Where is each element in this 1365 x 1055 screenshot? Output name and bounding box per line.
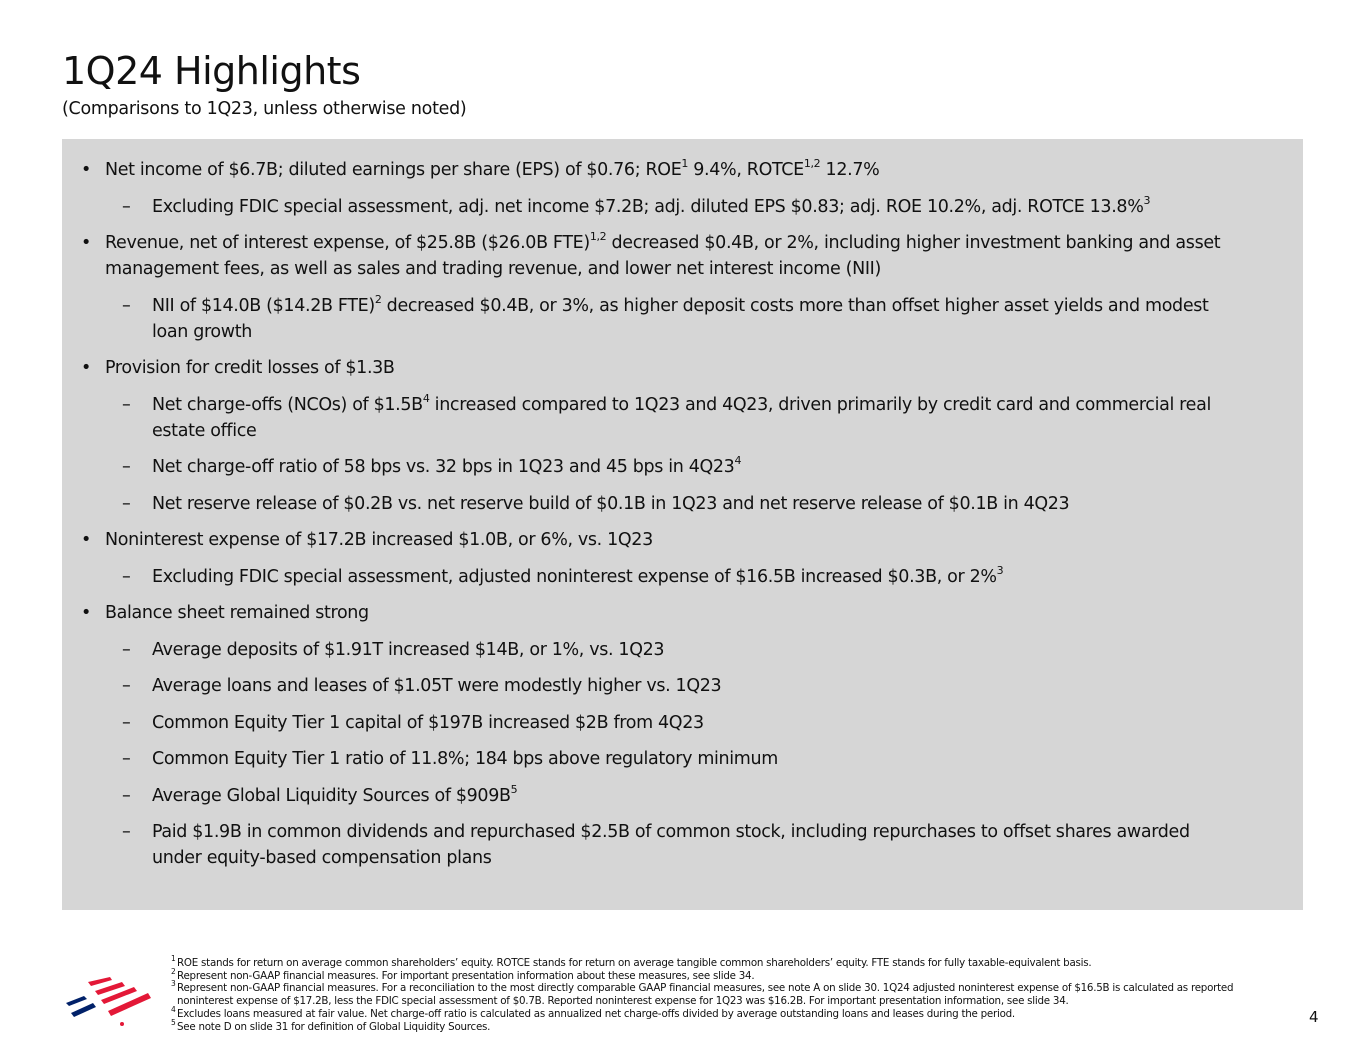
footnote-ref: 1 (681, 157, 689, 170)
footnote-item: 2 Represent non-GAAP financial measures. For important presentation information about these measures, see slide 34. (171, 966, 755, 982)
sub-bullet-item (62, 746, 1303, 772)
footnote-ref: 5 (510, 782, 518, 796)
highlights-panel (62, 139, 1303, 910)
bullet-text: Provision for credit losses of $1.3B (105, 358, 395, 378)
bullet-dash-icon: – (122, 394, 131, 415)
bullet-text: decreased $0.4B, or 2%, including higher investment banking and asset management fees, as well as sales and trading revenue, and lower net interest income (NII) (105, 233, 1221, 279)
bullet-dash-icon: – (122, 457, 131, 477)
footnote-text: See note D on slide 31 for definition of Global Liquidity Sources. (177, 1020, 491, 1033)
bullet-text: Net reserve release of $0.2B vs. net reserve build of $0.1B in 1Q23 and net reserve release of $0.1B in 4Q23 (152, 493, 1070, 514)
sub-bullet-item (62, 194, 1303, 220)
bullet-dash-icon: – (122, 822, 131, 842)
sub-bullet-item (62, 392, 1303, 444)
footnote-ref: 1,2 (589, 230, 607, 243)
sub-bullet-item (62, 710, 1303, 736)
bullet-dot-icon: • (81, 233, 91, 253)
footnote-ref: 4 (422, 391, 430, 405)
bullet-text: 12.7% (820, 160, 880, 180)
footnote-item: 5 See note D on slide 31 for definition of Global Liquidity Sources. (171, 1017, 491, 1033)
bullet-dash-icon: – (122, 785, 131, 806)
bullet-item (62, 157, 1303, 183)
bullet-text: Average deposits of $1.91T increased $14B, or 1%, vs. 1Q23 (152, 639, 665, 660)
footnote-text: ROE stands for return on average common shareholders’ equity. ROTCE stands for return on average tangible common shareholders’ equity. FTE stands for fully taxable-equivalent basis. (177, 957, 1092, 969)
sub-bullet-item (62, 819, 1303, 871)
footnote-item: 3 Represent non-GAAP financial measures. For a reconciliation to the most directly comparable GAAP financial measures, see note A on slide 30. 1Q24 adjusted noninterest expense of $16.5B is calculated as reported noninterest expense of $17.2B, less the FDIC special assessment of $0.7B. Reported noninterest expense for 1Q23 was $16.2B. For important presentation information, see slide 34. (171, 979, 1234, 1008)
bullet-dot-icon: • (81, 160, 91, 180)
bullet-text: Average Global Liquidity Sources of $909B (152, 785, 511, 806)
bullet-dash-icon: – (122, 749, 131, 769)
bullet-item (62, 527, 1303, 553)
bullet-text: decreased $0.4B, or 3%, as higher deposit costs more than offset higher asset yields and modest loan growth (152, 295, 1209, 342)
footnote-item: 1 ROE stands for return on average common shareholders’ equity. ROTCE stands for return on average tangible common shareholders’ equity. FTE stands for fully taxable-equivalent basis. (171, 954, 1092, 969)
bullet-dot-icon: • (81, 358, 91, 378)
page-title: 1Q24 Highlights (62, 49, 361, 93)
bullet-text: Revenue, net of interest expense, of $25.8B ($26.0B FTE) (105, 233, 590, 253)
bullet-dash-icon: – (122, 712, 131, 733)
bullet-dash-icon: – (122, 295, 131, 316)
sub-bullet-item (62, 637, 1303, 663)
bullet-text: NII of $14.0B ($14.2B FTE) (152, 295, 375, 316)
bullet-dash-icon: – (122, 639, 131, 660)
bullet-text: 9.4%, ROTCE (688, 160, 804, 180)
page-number: 4 (1309, 1008, 1319, 1026)
bullet-item (62, 600, 1303, 626)
sub-bullet-item (62, 491, 1303, 517)
bank-flag-logo-icon (62, 974, 162, 1030)
footnote-text: Excludes loans measured at fair value. Net charge-off ratio is calculated as annualized net charge-offs divided by average outstanding loans and leases during the period. (177, 1007, 1015, 1020)
footnote-ref: 3 (996, 563, 1004, 577)
footnote-ref: 4 (734, 454, 742, 467)
bullet-dash-icon: – (122, 676, 131, 696)
sub-bullet-item (62, 293, 1303, 345)
sub-bullet-item (62, 454, 1303, 480)
bullet-item (62, 230, 1303, 282)
bullet-text: Net charge-offs (NCOs) of $1.5B (152, 394, 423, 415)
bullet-dot-icon: • (81, 603, 91, 623)
bullet-text: Common Equity Tier 1 ratio of 11.8%; 184 bps above regulatory minimum (152, 749, 778, 769)
bullet-text: Excluding FDIC special assessment, adjusted noninterest expense of $16.5B increased $0.3B, or 2% (152, 566, 997, 587)
footnote-text: Represent non-GAAP financial measures. For a reconciliation to the most directly comparable GAAP financial measures, see note A on slide 30. 1Q24 adjusted noninterest expense of $16.5B is calculated as reported noninterest expense of $17.2B, less the FDIC special assessment of $0.7B. Reported noninterest expense for 1Q23 was $16.2B. For important presentation information, see slide 34. (177, 982, 1234, 1008)
footnote-ref: 3 (1143, 193, 1151, 207)
bullet-text: Common Equity Tier 1 capital of $197B increased $2B from 4Q23 (152, 712, 704, 733)
page-subtitle: (Comparisons to 1Q23, unless otherwise noted) (62, 99, 467, 119)
footnotes (171, 954, 1291, 1033)
bullet-dot-icon: • (81, 530, 91, 550)
bullet-text: Noninterest expense of $17.2B increased $1.0B, or 6%, vs. 1Q23 (105, 530, 653, 550)
footnote-ref: 1,2 (803, 157, 821, 170)
bullet-text: Net income of $6.7B; diluted earnings per share (EPS) of $0.76; ROE (105, 160, 682, 180)
sub-bullet-item (62, 673, 1303, 699)
bullet-dash-icon: – (122, 493, 131, 514)
bullet-text: Average loans and leases of $1.05T were modestly higher vs. 1Q23 (152, 676, 722, 696)
bullet-text: Paid $1.9B in common dividends and repurchased $2.5B of common stock, including repurchases to offset shares awarded under equity-based compensation plans (152, 822, 1190, 868)
footnote-text: Represent non-GAAP financial measures. For important presentation information about these measures, see slide 34. (177, 969, 755, 982)
bullet-text: Net charge-off ratio of 58 bps vs. 32 bps in 1Q23 and 45 bps in 4Q23 (152, 457, 735, 477)
bullet-dash-icon: – (122, 566, 131, 587)
highlights-list (62, 157, 1303, 882)
sub-bullet-item (62, 783, 1303, 809)
bullet-text: increased compared to 1Q23 and 4Q23, driven primarily by credit card and commercial real estate office (152, 394, 1211, 441)
footnote-ref: 2 (374, 292, 382, 306)
bullet-dash-icon: – (122, 196, 131, 217)
footnote-item: 4 Excludes loans measured at fair value. Net charge-off ratio is calculated as annualized net charge-offs divided by average outstanding loans and leases during the period. (171, 1004, 1015, 1020)
bullet-text: Excluding FDIC special assessment, adj. net income $7.2B; adj. diluted EPS $0.83; adj. ROE 10.2%, adj. ROTCE 13.8% (152, 196, 1144, 217)
bullet-item (62, 355, 1303, 381)
sub-bullet-item (62, 564, 1303, 590)
bullet-text: Balance sheet remained strong (105, 603, 369, 623)
